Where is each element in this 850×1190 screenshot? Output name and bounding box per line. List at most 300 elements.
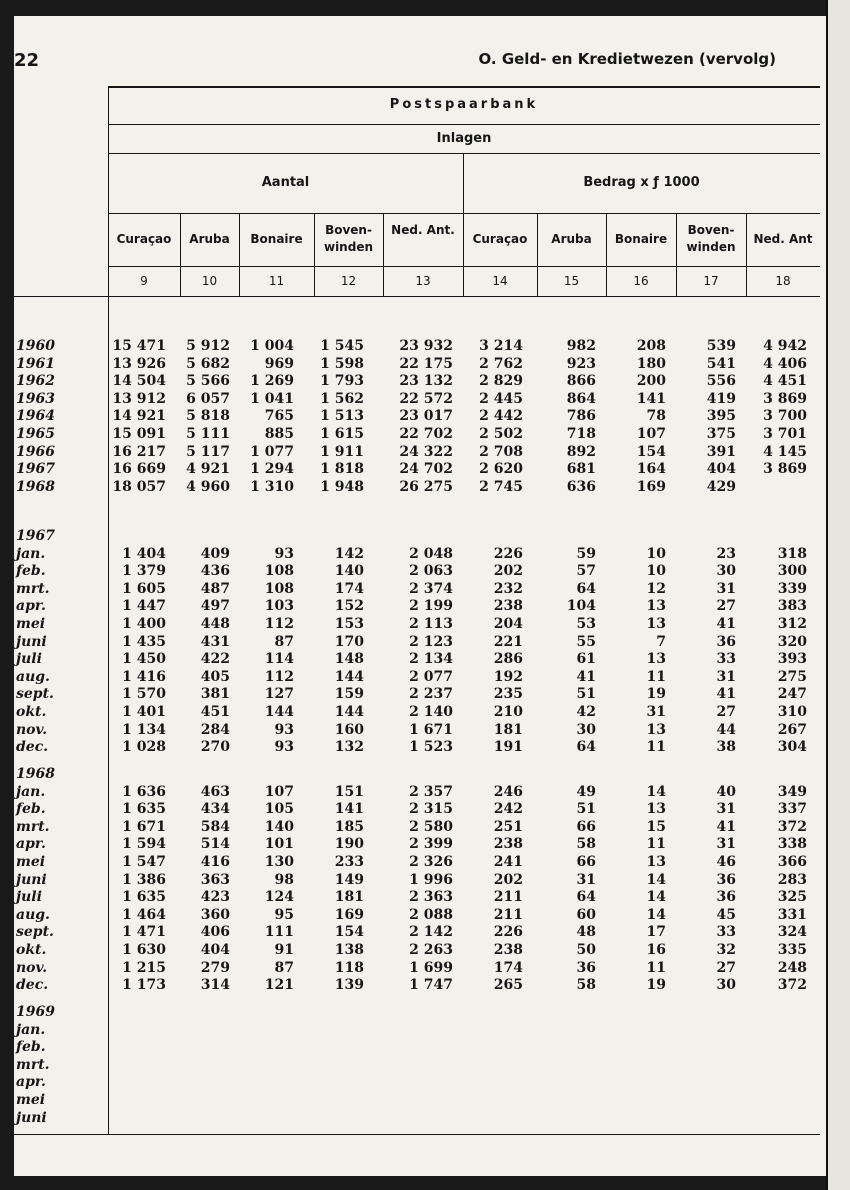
table-cell: 190 [334,836,364,853]
table-cell: 127 [264,686,294,703]
table-cell: 36 [716,889,736,906]
table-cell: 50 [576,942,596,958]
table-cell: 93 [274,721,294,738]
table-cell: 60 [576,906,596,923]
table-cell: 1 028 [122,739,166,756]
table-cell: 22 175 [399,355,453,372]
table-cell: 1 401 [122,704,166,720]
table-cell: 2 502 [479,426,523,442]
table-cell: 22 702 [399,426,453,442]
table-cell: 27 [716,959,736,976]
table-cell: 434 [200,801,230,818]
table-cell: 64 [576,580,596,597]
table-cell: 238 [493,598,523,615]
table-cell: 337 [777,801,807,818]
table-cell: 121 [264,977,294,994]
row-label: 1967 [16,461,55,478]
column-header-17: Boven- winden [686,223,736,254]
table-cell: 3 701 [763,426,807,442]
table-cell: 539 [706,338,736,354]
table-cell: 275 [777,668,807,685]
table-cell: 144 [334,668,364,685]
table-cell: 142 [334,545,364,562]
table-cell: 541 [706,355,736,372]
table-cell: 5 111 [186,426,230,442]
table-cell: 104 [566,598,596,615]
row-label: 1960 [16,338,55,354]
table-cell: 27 [716,598,736,615]
table-cell: 4 451 [763,373,807,390]
table-cell: 114 [264,651,294,668]
header-postspaarbank: Postspaarbank [389,97,539,112]
column-header-11: Bonaire [250,232,303,246]
column-number-13: 13 [415,274,431,288]
table-cell: 211 [493,889,523,906]
table-cell: 140 [264,818,294,835]
table-cell: 51 [576,801,596,818]
table-cell: 314 [200,977,230,994]
table-cell: 61 [576,651,596,668]
table-cell: 13 [646,801,666,818]
table-cell: 5 117 [186,443,230,460]
table-cell: 270 [200,739,230,756]
table-cell: 2 088 [409,906,453,923]
column-number-10: 10 [201,274,218,288]
table-cell: 111 [264,924,294,941]
table-cell: 59 [576,545,596,562]
table-cell: 211 [493,906,523,923]
table-cell: 372 [777,818,807,835]
table-cell: 2 829 [479,373,523,390]
table-cell: 202 [493,871,523,888]
table-cell: 33 [716,924,736,941]
table-cell: 36 [716,633,736,650]
table-cell: 363 [200,871,230,888]
table-cell: 3 700 [763,408,807,425]
table-cell: 866 [566,373,596,390]
table-cell: 41 [716,686,736,703]
table-cell: 108 [264,563,294,580]
table-cell: 423 [200,889,230,906]
table-cell: 1 294 [250,461,294,478]
table-cell: 366 [777,854,807,870]
table-cell: 4 406 [763,355,807,372]
table-cell: 31 [716,580,736,597]
table-cell: 1 594 [122,836,166,853]
table-cell: 185 [334,818,364,835]
table-cell: 191 [493,739,523,756]
table-cell: 982 [566,338,596,354]
row-label: dec. [16,739,49,756]
table-cell: 174 [493,959,523,976]
table-cell: 1 598 [320,355,364,372]
table-cell: 1 699 [409,959,453,976]
column-header-15: Aruba [551,232,592,246]
table-cell: 13 [646,651,666,668]
table-cell: 5 818 [186,408,230,425]
table-cell: 53 [576,616,596,632]
table-cell: 338 [777,836,807,853]
table-cell: 1 004 [250,338,294,354]
table-cell: 2 762 [479,355,523,372]
row-label: nov. [16,959,48,976]
table-cell: 923 [566,355,596,372]
table-cell: 138 [334,942,364,958]
table-cell: 202 [493,563,523,580]
table-cell: 395 [706,408,736,425]
table-cell: 2 123 [409,633,453,650]
table-cell: 24 702 [399,461,453,478]
row-label: jan. [16,545,46,562]
table-cell: 391 [706,443,736,460]
table-cell: 2 374 [409,580,453,597]
table-cell: 7 [656,633,666,650]
table-cell: 4 942 [763,338,807,354]
table-cell: 2 357 [409,783,453,800]
table-cell: 3 869 [763,461,807,478]
table-cell: 1 545 [320,338,364,354]
table-cell: 422 [200,651,230,668]
table-cell: 2 263 [409,942,453,958]
table-cell: 103 [264,598,294,615]
table-cell: 304 [777,739,807,756]
table-cell: 429 [706,478,736,495]
row-label: dec. [16,977,49,994]
row-label: 1968 [16,478,55,495]
table-cell: 2 063 [409,563,453,580]
table-cell: 681 [566,461,596,478]
row-label: mei [16,854,46,870]
year-heading: 1969 [16,1004,55,1020]
table-cell: 19 [646,686,666,703]
row-label: aug. [16,668,50,685]
table-cell: 124 [264,889,294,906]
table-cell: 2 199 [409,598,453,615]
table-cell: 105 [264,801,294,818]
table-cell: 107 [264,783,294,800]
table-cell: 14 [646,871,666,888]
table-cell: 2 620 [479,461,523,478]
row-label: mei [16,616,46,632]
row-label: 1961 [16,355,55,372]
table-cell: 16 [646,942,666,958]
table-cell: 221 [493,633,523,650]
table-cell: 235 [493,686,523,703]
row-label: 1966 [16,443,55,460]
table-cell: 969 [264,355,294,372]
table-cell: 159 [334,686,364,703]
row-label: okt. [16,704,47,720]
adjacent-page-edge [826,0,850,1190]
table-cell: 11 [646,836,666,853]
table-cell: 1 547 [122,854,166,870]
table-cell: 148 [334,651,364,668]
table-cell: 1 404 [122,545,166,562]
table-cell: 36 [576,959,596,976]
table-cell: 312 [777,616,807,632]
table-cell: 31 [716,836,736,853]
table-cell: 324 [777,924,807,941]
table-cell: 13 [646,598,666,615]
table-cell: 58 [576,836,596,853]
table-cell: 1 996 [409,871,453,888]
table-cell: 58 [576,977,596,994]
table-cell: 556 [706,373,736,390]
table-cell: 1 041 [250,390,294,407]
table-cell: 1 615 [320,426,364,442]
table-cell: 13 [646,854,666,870]
row-label: aug. [16,906,50,923]
header-bedrag: Bedrag x ƒ 1000 [583,175,700,190]
table-bottom-rule [14,1134,820,1135]
table-cell: 339 [777,580,807,597]
table-cell: 78 [646,408,666,425]
table-cell: 238 [493,836,523,853]
table-cell: 66 [576,818,596,835]
column-number-14: 14 [492,274,508,288]
table-cell: 1 379 [122,563,166,580]
table-cell: 393 [777,651,807,668]
table-cell: 885 [264,426,294,442]
table-cell: 300 [777,563,807,580]
table-cell: 144 [334,704,364,720]
table-cell: 267 [777,721,807,738]
table-cell: 2 140 [409,704,453,720]
table-cell: 2 315 [409,801,453,818]
table-cell: 6 057 [186,390,230,407]
table-cell: 1 793 [320,373,364,390]
row-label: nov. [16,721,48,738]
table-cell: 87 [274,959,294,976]
table-cell: 1 416 [122,668,166,685]
table-cell: 24 322 [399,443,453,460]
table-cell: 13 912 [112,390,166,407]
table-cell: 2 142 [409,924,453,941]
table-cell: 95 [274,906,294,923]
table-cell: 15 471 [112,338,166,354]
table-cell: 372 [777,977,807,994]
table-cell: 416 [200,854,230,870]
row-label: feb. [16,1039,46,1056]
table-cell: 247 [777,686,807,703]
table-cell: 1 747 [409,977,453,994]
table-cell: 164 [636,461,666,478]
table-cell: 208 [636,338,666,354]
table-cell: 14 [646,889,666,906]
table-cell: 2 134 [409,651,453,668]
table-cell: 51 [576,686,596,703]
table-cell: 1 636 [122,783,166,800]
table-cell: 108 [264,580,294,597]
table-cell: 2 363 [409,889,453,906]
table-cell: 55 [576,633,596,650]
column-header-18: Ned. Ant [753,232,813,246]
table-cell: 497 [200,598,230,615]
column-number-15: 15 [563,274,580,288]
table-cell: 283 [777,871,807,888]
rule-1 [108,124,820,125]
header-inlagen: Inlagen [436,131,492,146]
table-cell: 2 708 [479,443,523,460]
table-cell: 242 [493,801,523,818]
column-number-17: 17 [703,274,719,288]
table-cell: 19 [646,977,666,994]
table-cell: 31 [716,801,736,818]
table-cell: 4 960 [186,478,230,495]
table-cell: 112 [264,616,294,632]
column-number-16: 16 [633,274,649,288]
table-cell: 30 [716,977,736,994]
table-cell: 144 [264,704,294,720]
table-cell: 2 745 [479,478,523,495]
table-cell: 584 [200,818,230,835]
table-cell: 335 [777,942,807,958]
table-cell: 11 [646,668,666,685]
table-cell: 1 513 [320,408,364,425]
table-cell: 200 [636,373,666,390]
table-cell: 284 [200,721,230,738]
table-cell: 404 [706,461,736,478]
table-cell: 1 386 [122,871,166,888]
table-cell: 41 [716,818,736,835]
row-label: jan. [16,783,46,800]
table-cell: 141 [334,801,364,818]
section-title: O. Geld- en Kredietwezen (vervolg) [478,50,776,68]
table-cell: 31 [716,668,736,685]
table-cell: 375 [706,426,736,442]
table-cell: 140 [334,563,364,580]
table-cell: 192 [493,668,523,685]
table-cell: 169 [334,906,364,923]
table-cell: 42 [576,704,596,720]
table-cell: 1 269 [250,373,294,390]
column-header-13: Ned. Ant. [391,223,455,237]
page-number: 22 [14,50,40,71]
table-cell: 4 921 [186,461,230,478]
table-cell: 1 447 [122,598,166,615]
table-cell: 64 [576,889,596,906]
table-cell: 160 [334,721,364,738]
table-cell: 279 [200,959,230,976]
table-cell: 13 926 [112,355,166,372]
table-cell: 204 [493,616,523,632]
table-cell: 765 [264,408,294,425]
table-cell: 44 [716,721,736,738]
column-number-18: 18 [775,274,791,288]
table-cell: 1 635 [122,801,166,818]
table-cell: 18 057 [112,478,166,495]
row-label: 1963 [16,390,55,407]
table-cell: 130 [264,854,294,870]
table-cell: 636 [566,478,596,495]
table-cell: 431 [200,633,230,650]
table-cell: 2 399 [409,836,453,853]
row-label: juni [16,871,47,888]
table-cell: 514 [200,836,230,853]
table-cell: 864 [566,390,596,407]
table-cell: 2 442 [479,408,523,425]
table-cell: 169 [636,478,666,495]
table-cell: 1 948 [320,478,364,495]
table-cell: 22 572 [399,390,453,407]
table-cell: 1 077 [250,443,294,460]
row-label: juli [16,889,42,906]
table-cell: 241 [493,854,523,870]
table-cell: 12 [646,580,666,597]
table-cell: 1 570 [122,686,166,703]
table-cell: 151 [334,783,364,800]
table-cell: 181 [493,721,523,738]
table-cell: 1 134 [122,721,166,738]
table-cell: 98 [274,871,294,888]
table-cell: 1 818 [320,461,364,478]
table-cell: 11 [646,739,666,756]
rule-2 [108,153,820,154]
table-cell: 13 [646,721,666,738]
table-cell: 5 682 [186,355,230,372]
row-label: okt. [16,942,47,958]
table-cell: 210 [493,704,523,720]
row-label: sept. [16,924,54,941]
table-cell: 383 [777,598,807,615]
table-cell: 1 911 [320,443,364,460]
table-cell: 107 [636,426,666,442]
table-cell: 10 [646,545,666,562]
table-cell: 436 [200,563,230,580]
table-cell: 31 [576,871,596,888]
row-label: feb. [16,801,46,818]
rule-4 [108,266,820,267]
table-cell: 246 [493,783,523,800]
column-header-14: Curaçao [472,232,528,246]
table-cell: 38 [716,739,736,756]
column-number-11: 11 [268,274,285,288]
table-cell: 139 [334,977,364,994]
table-cell: 487 [200,580,230,597]
table-cell: 1 671 [122,818,166,835]
row-label: juni [16,633,47,650]
table-cell: 381 [200,686,230,703]
table-cell: 87 [274,633,294,650]
row-label: mrt. [16,580,50,597]
table-cell: 16 217 [112,443,166,460]
column-header-9: Curaçao [116,232,172,246]
table-cell: 15 [646,818,666,835]
table-cell: 1 635 [122,889,166,906]
row-label: mei [16,1092,46,1108]
rule-3 [108,213,820,214]
row-label: apr. [16,1074,46,1091]
table-cell: 14 [646,906,666,923]
table-cell: 17 [646,924,666,941]
table-cell: 93 [274,545,294,562]
table-cell: 405 [200,668,230,685]
table-cell: 265 [493,977,523,994]
table-cell: 1 605 [122,580,166,597]
table-cell: 118 [334,959,364,976]
document-page [14,16,826,1176]
table-cell: 49 [576,783,596,800]
table-cell: 174 [334,580,364,597]
table-cell: 331 [777,906,807,923]
table-top-rule [108,86,820,88]
table-cell: 409 [200,545,230,562]
table-cell: 786 [566,408,596,425]
table-cell: 30 [716,563,736,580]
table-cell: 141 [636,390,666,407]
table-cell: 10 [646,563,666,580]
table-cell: 16 669 [112,461,166,478]
